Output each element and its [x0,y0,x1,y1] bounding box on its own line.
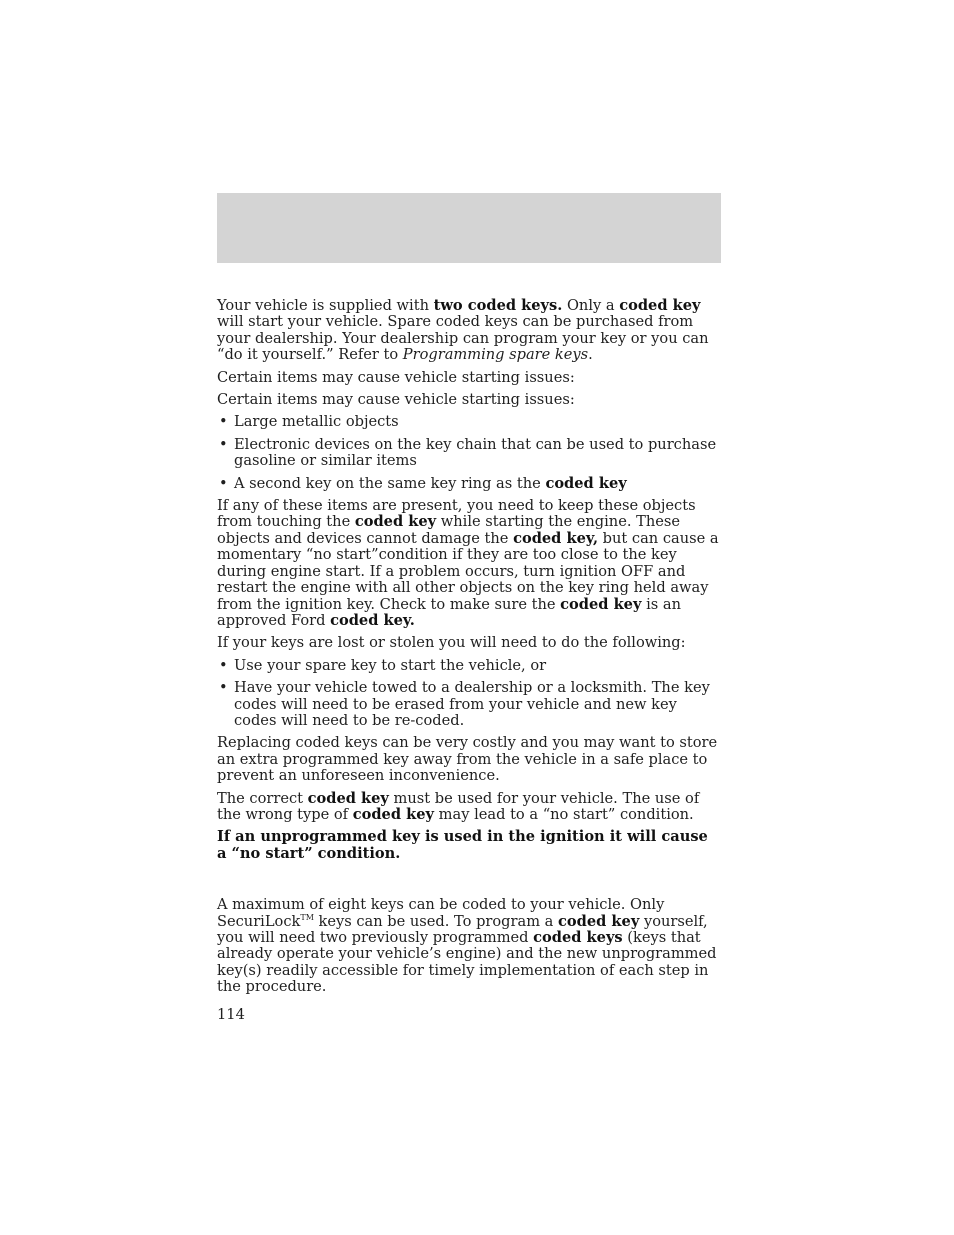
list-item-text: Use your spare key to start the vehicle, or [234,656,547,674]
list-item-text: Large metallic objects [234,413,399,431]
bold-text: coded key [619,297,701,314]
bullet-icon: • [219,474,228,492]
lost-keys-paragraph: If your keys are lost or stolen you will need to do the following: [217,634,686,652]
bold-text: coded key. [330,611,415,629]
list-item-text: Have your vehicle towed to a dealership or a locksmith. The key codes will need to be erased from your vehicle and new key codes will need to be re-coded. [234,679,710,729]
list-item [217,476,722,492]
bold-text: coded key [307,789,389,807]
trademark-symbol: TM [300,912,314,922]
text: while starting the engine. These objects and devices cannot damage the [217,513,681,547]
text: yourself, you will need two previously programmed [217,912,708,946]
text: may lead to a “no start” condition. [434,805,694,823]
cross-reference: Programming spare keys [402,346,589,364]
text: will start your vehicle. Spare coded keys can be purchased from your dealership. Your dealership can program your key or you can “do it yourself.” Refer to [217,313,709,364]
bold-text: coded key [558,912,640,930]
lost-keys-list [217,658,722,730]
bold-text: coded key [560,595,642,613]
text: Only a [562,297,620,314]
correct-key-paragraph [217,791,722,824]
bullet-icon: • [219,435,228,453]
list-item [217,437,722,470]
list-item-text: Electronic devices on the key chain that can be used to purchase gasoline or similar items [234,435,717,470]
bold-text: coded key [352,805,435,823]
text: keys can be used. To program a [313,912,559,930]
starting-issues-list [217,414,722,492]
bullet-icon: • [219,656,228,674]
section-header-band [217,193,721,263]
text: but can cause a momentary “no start”condition if they are too close to the key during engine start. If a problem occurs, turn ignition OFF and restart the engine with all other objects on the key ring held away from the ignition key. Check to make sure the [217,529,719,613]
bullet-icon: • [219,413,228,431]
text: If any of these items are present, you need to keep these objects from touching the [217,497,696,531]
interference-paragraph [217,498,722,629]
programming-paragraph [217,897,722,995]
text: A maximum of eight keys can be coded to your vehicle. Only SecuriLock [217,896,665,930]
replacement-cost-paragraph: Replacing coded keys can be very costly and you may want to store an extra programmed key away from the vehicle in a safe place to prevent an unforeseen inconvenience. [217,734,718,785]
section-gap [217,868,722,897]
text: Your vehicle is supplied with [217,297,434,314]
list-item-text: A second key on the same key ring as the [234,474,546,492]
bold-text: coded key [545,474,627,492]
bold-text: coded keys [533,929,623,946]
bold-text: If an unprogrammed key is used in the ignition it will cause a “no start” condition. [217,828,708,862]
bold-text: coded key, [513,529,599,547]
bullet-icon: • [219,679,228,697]
bold-text: two coded keys. [433,297,563,314]
warning-paragraph [217,829,722,862]
text: The correct [217,789,308,807]
page-number: 114 [217,1005,245,1023]
starting-issues-paragraph-repeat: Certain items may cause vehicle starting issues: [217,391,575,409]
bold-text: coded key [354,513,437,531]
text: . [588,346,593,364]
text: must be used for your vehicle. The use of the wrong type of [217,789,700,823]
intro-paragraph [217,298,722,364]
list-item [217,680,722,729]
text: is an approved Ford [217,595,681,629]
list-item [217,414,722,430]
starting-issues-paragraph: Certain items may cause vehicle starting issues: [217,368,575,386]
page-content [217,298,722,1023]
text: (keys that already operate your vehicle’s engine) and the new unprogrammed key(s) readily accessible for timely implementation of each step in the procedure. [217,929,717,996]
list-item [217,658,722,674]
